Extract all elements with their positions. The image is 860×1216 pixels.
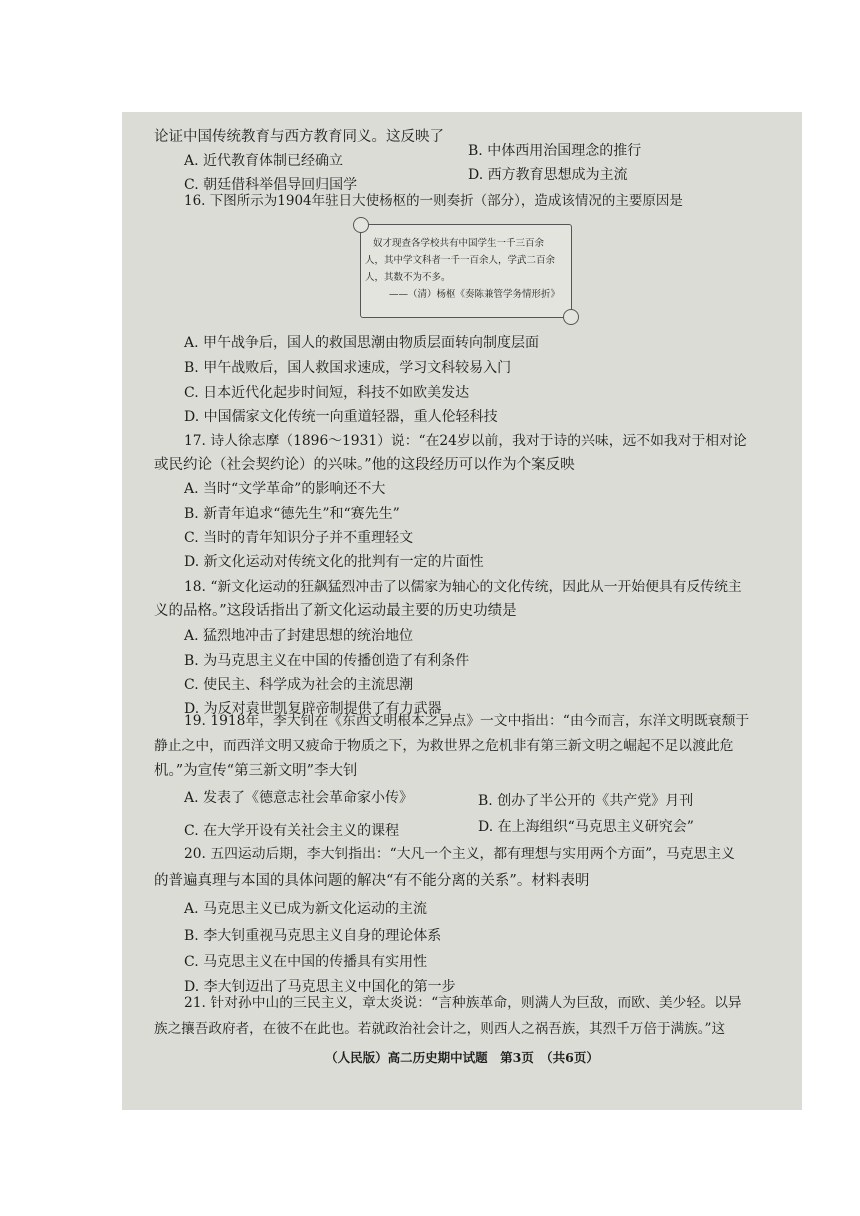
question-18-stem-cont: 义的品格。”这段话指出了新文化运动最主要的历史功绩是 bbox=[154, 603, 517, 619]
q18-option-b: B. 为马克思主义在中国的传播创造了有利条件 bbox=[184, 653, 470, 669]
exam-page bbox=[122, 112, 802, 1110]
q20-option-b: B. 李大钊重视马克思主义自身的理论体系 bbox=[184, 928, 442, 944]
q16-option-c: C. 日本近代化起步时间短，科技不如欧美发达 bbox=[184, 385, 470, 401]
q19-option-a: A. 发表了《德意志社会革命家小传》 bbox=[184, 790, 414, 806]
q20-option-d: D. 李大钊迈出了马克思主义中国化的第一步 bbox=[184, 979, 456, 995]
q18-option-c: C. 使民主、科学成为社会的主流思潮 bbox=[184, 677, 414, 693]
q17-option-c: C. 当时的青年知识分子并不重理轻文 bbox=[184, 530, 414, 546]
q19-option-c: C. 在大学开设有关社会主义的课程 bbox=[184, 823, 400, 839]
q16-option-a: A. 甲午战争后，国人的救国思潮由物质层面转向制度层面 bbox=[184, 335, 540, 351]
quote-source: ——（清）杨枢《奏陈兼管学务情形折》 bbox=[389, 289, 561, 300]
question-21-stem: 21. 针对孙中山的三民主义，章太炎说：“言种族革命，则满人为巨敌，而欧、美少轻。以异 bbox=[184, 995, 742, 1011]
memorial-scroll-figure bbox=[360, 224, 572, 318]
q15-option-a: A. 近代教育体制已经确立 bbox=[184, 153, 344, 169]
question-19-stem: 19. 1918年，李大钊在《东西文明根本之异点》一文中指出：“由今而言，东洋文明既衰颓于 bbox=[184, 713, 750, 729]
q18-option-d: D. 为反对袁世凯复辟帝制提供了有力武器 bbox=[184, 701, 442, 717]
q19-option-d: D. 在上海组织“马克思主义研究会” bbox=[478, 819, 694, 835]
q18-option-a: A. 猛烈地冲击了封建思想的统治地位 bbox=[184, 628, 414, 644]
scroll-curl-icon bbox=[563, 309, 579, 325]
question-19-stem-cont: 静止之中，而西洋文明又疲命于物质之下，为救世界之危机非有第三新文明之崛起不足以渡此危 bbox=[154, 738, 734, 754]
question-21-stem-cont: 族之攘吾政府者，在彼不在此也。若就政治社会计之，则西人之祸吾族，其烈千万倍于满族。”这 bbox=[154, 1021, 726, 1037]
question-16-stem: 16. 下图所示为1904年驻日大使杨枢的一则奏折（部分），造成该情况的主要原因是 bbox=[184, 193, 683, 209]
q17-option-a: A. 当时“文学革命”的影响还不大 bbox=[184, 481, 386, 497]
q17-option-d: D. 新文化运动对传统文化的批判有一定的片面性 bbox=[184, 554, 484, 570]
question-20-stem-cont: 的普遍真理与本国的具体问题的解决“有不能分离的关系”。材料表明 bbox=[154, 873, 590, 889]
q16-option-b: B. 甲午战败后，国人救国求速成，学习文科较易入门 bbox=[184, 360, 512, 376]
q15-option-d: D. 西方教育思想成为主流 bbox=[468, 167, 628, 183]
q19-option-b: B. 创办了半公开的《共产党》月刊 bbox=[478, 793, 694, 809]
question-19-stem-cont: 机。”为宣传“第三新文明”李大钊 bbox=[154, 763, 358, 779]
q15-option-c: C. 朝廷借科举倡导回归国学 bbox=[184, 177, 358, 193]
page-footer: （人民版）高二历史期中试题 第3页 （共6页） bbox=[325, 1050, 599, 1065]
quote-line: 人，其中学文科者一千一百余人，学武二百余 bbox=[365, 255, 556, 266]
quote-line: 奴才现查各学校共有中国学生一千三百余 bbox=[373, 238, 545, 249]
question-17-stem-cont: 或民约论（社会契约论）的兴味。”他的这段经历可以作为个案反映 bbox=[154, 457, 575, 473]
question-18-stem: 18. “新文化运动的狂飙猛烈冲击了以儒家为轴心的文化传统，因此从一开始便具有反传统主 bbox=[184, 579, 742, 595]
q16-option-d: D. 中国儒家文化传统一向重道轻器，重人伦轻科技 bbox=[184, 409, 498, 425]
q17-option-b: B. 新青年追求“德先生”和“赛先生” bbox=[184, 506, 400, 522]
question-20-stem: 20. 五四运动后期，李大钊指出：“大凡一个主义，都有理想与实用两个方面”，马克思主义 bbox=[184, 846, 735, 862]
q20-option-a: A. 马克思主义已成为新文化运动的主流 bbox=[184, 901, 428, 917]
question-17-stem: 17. 诗人徐志摩（1896～1931）说：“在24岁以前，我对于诗的兴味，远不如我对于相对论 bbox=[184, 433, 747, 449]
scroll-curl-icon bbox=[353, 217, 369, 233]
question-15-stem-tail: 论证中国传统教育与西方教育同义。这反映了 bbox=[154, 129, 444, 145]
q20-option-c: C. 马克思主义在中国的传播具有实用性 bbox=[184, 954, 428, 970]
quote-line: 人，其数不为不多。 bbox=[365, 272, 451, 283]
q15-option-b: B. 中体西用治国理念的推行 bbox=[468, 143, 642, 159]
